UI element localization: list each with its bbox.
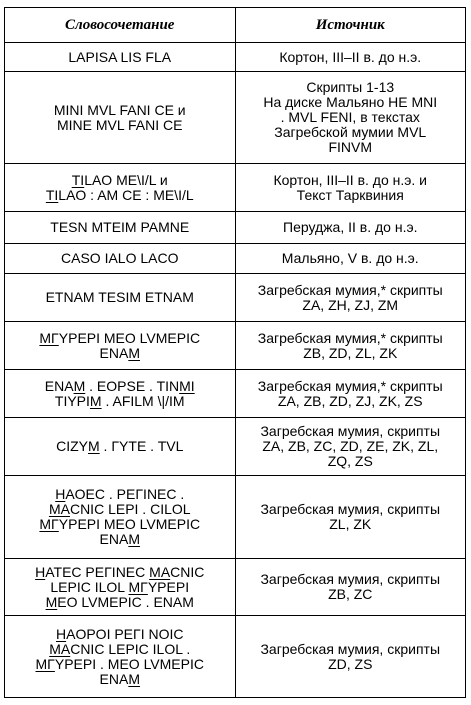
column-header-source: Источник [235,8,466,43]
phrase-cell: HAOEC . PEΓINEC . MACNIC LEPI . CILOL MΓYPEPI MEO LVMEPIC ENAM [5,476,236,559]
phrase-cell: HAOPOI PEΓI NOIC MACNIC LEPIC ILOL . MΓYPEPI . MEO LVMEPIC ENAM [5,616,236,698]
table-row [5,616,466,698]
phrase-cell: ENAM . EOPSE . TINMI TIYPIM . AFILM \|/IM [5,370,236,418]
source-cell: Загребская мумия, скрипты ZD, ZS [235,616,466,698]
phrase-cell: MΓYPEPI MEO LVMEPIC ENAM [5,322,236,370]
phrase-cell: HATEC PEΓINEC MACNIC LEPIC ILOL MΓYPEPI MEO LVMEPIC . ENAM [5,559,236,616]
table-row [5,476,466,559]
table-row [5,274,466,322]
table-row [5,72,466,164]
source-cell: Кортон, III–II в. до н.э. и Текст Тарквиния [235,164,466,212]
column-header-phrase: Словосочетание [5,8,236,43]
phrase-cell: CASO IALO LACO [5,244,236,274]
table-row [5,164,466,212]
phrase-cell: CIZYM . ΓYTE . TVL [5,418,236,476]
table-row [5,322,466,370]
source-cell: Загребская мумия, скрипты ZB, ZC [235,559,466,616]
source-cell: Кортон, III–II в. до н.э. [235,43,466,72]
phrase-source-table [4,7,466,698]
source-cell: Загребская мумия, скрипты ZL, ZK [235,476,466,559]
phrase-cell: LAPISA LIS FLA [5,43,236,72]
phrase-cell: ETNAM TESIM ETNAM [5,274,236,322]
table-row [5,370,466,418]
phrase-cell: TILAO ME\I/L и TILAO : AM CE : ME\I/L [5,164,236,212]
phrase-cell: TESN MTEIM PAMNE [5,212,236,244]
table-row [5,43,466,72]
table-row [5,212,466,244]
table-header-row [5,8,466,43]
source-cell: Мальяно, V в. до н.э. [235,244,466,274]
table-row [5,418,466,476]
source-cell: Перуджа, II в. до н.э. [235,212,466,244]
source-cell: Загребская мумия, скрипты ZA, ZB, ZC, ZD, ZE, ZK, ZL, ZQ, ZS [235,418,466,476]
table-row [5,244,466,274]
source-cell: Загребская мумия,* скрипты ZB, ZD, ZL, ZK [235,322,466,370]
source-cell: Загребская мумия,* скрипты ZA, ZB, ZD, ZJ, ZK, ZS [235,370,466,418]
phrase-cell: MINI MVL FANI CE и MINE MVL FANI CE [5,72,236,164]
source-cell: Скрипты 1-13 На диске Мальяно HE MNI . MVL FENI, в текстах Загребской мумии MVL FINVM [235,72,466,164]
table-row [5,559,466,616]
source-cell: Загребская мумия,* скрипты ZA, ZH, ZJ, ZM [235,274,466,322]
